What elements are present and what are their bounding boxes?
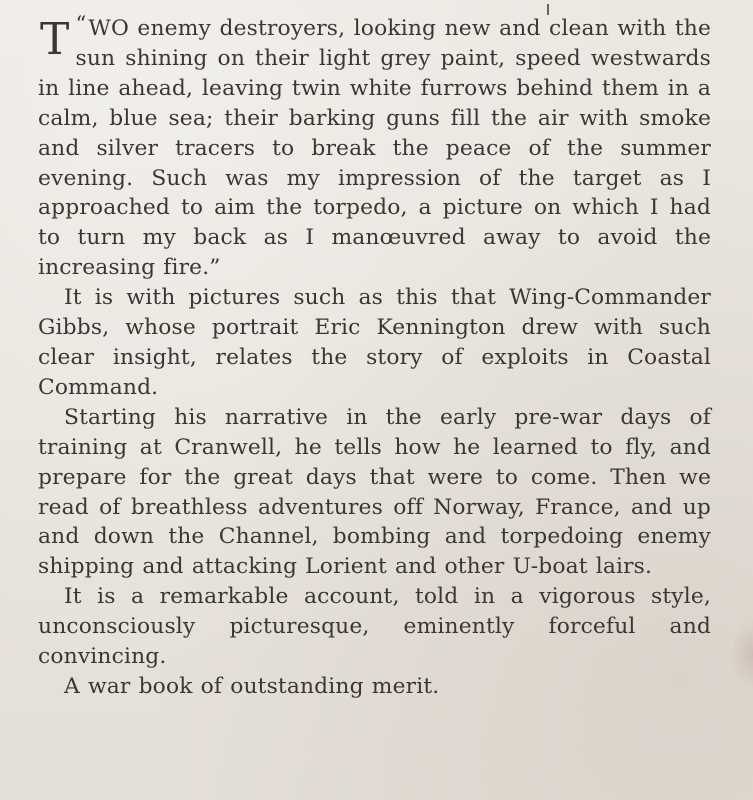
blurb-text	[38, 14, 711, 702]
paper-mark	[547, 4, 549, 15]
paragraph-2: It is with pictures such as this that Wing-Commander Gibbs, whose portrait Eric Kennington drew with such clear insight, relates the story of exploits in Coastal Command.	[38, 285, 711, 400]
opening-quote: “	[75, 12, 87, 36]
paragraph-quote	[38, 14, 711, 283]
drop-cap: T	[40, 14, 70, 65]
paper-stain	[731, 620, 753, 690]
paragraph-4: It is a remarkable account, told in a vigorous style, unconsciously picturesque, eminently forceful and convincing.	[38, 584, 711, 670]
paragraph-3: Starting his narrative in the early pre-war days of training at Cranwell, he tells how he learned to fly, and prepare for the great days that were to come. Then we read of breathless adventures off Norway, France, and up and down the Channel, bombing and torpedoing enemy shipping and attacking Lorient and other U-boat lairs.	[38, 404, 711, 580]
quote-text: WO enemy destroyers, looking new and clean with the sun shining on their light grey paint, speed westwards in line ahead, leaving twin white furrows behind them in a calm, blue sea; their barking guns fill the air with smoke and silver tracers to break the peace of the summer evening. Such was my impression of the target as I approached to aim the torpedo, a picture on which I had to turn my back as I manœuvred away to avoid the increasing fire.”	[38, 16, 711, 281]
paragraph-5: A war book of outstanding merit.	[64, 673, 440, 699]
